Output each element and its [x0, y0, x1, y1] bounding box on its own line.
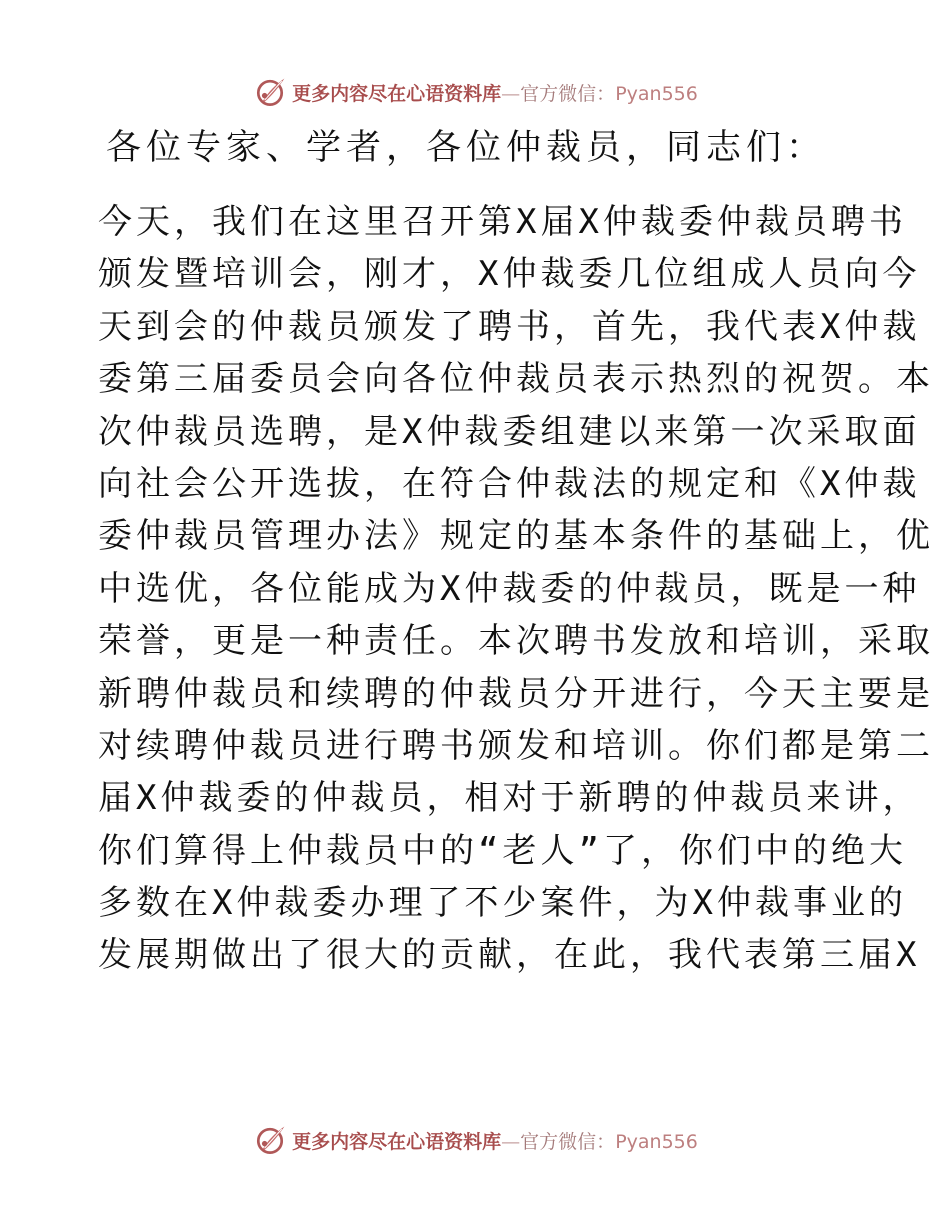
body-line: 发展期做出了很大的贡献，在此，我代表第三届X	[98, 935, 921, 976]
watermark-brand: 更多内容尽在心语资料库	[292, 1130, 502, 1153]
body-line: 次仲裁员选聘，是X仲裁委组建以来第一次采取面	[98, 411, 921, 452]
body-line: 颁发暨培训会，刚才，X仲裁委几位组成人员向今	[98, 254, 921, 295]
body-line: 荣誉，更是一种责任。本次聘书发放和培训，采取	[98, 621, 934, 662]
watermark-brand: 更多内容尽在心语资料库	[292, 82, 502, 105]
body-line: 对续聘仲裁员进行聘书颁发和培训。你们都是第二	[98, 725, 934, 766]
watermark-separator: —	[501, 82, 521, 105]
body-line: 你们算得上仲裁员中的“老人”了，你们中的绝大	[98, 830, 907, 871]
feather-pen-logo-icon	[252, 1122, 288, 1158]
body-line: 向社会公开选拔，在符合仲裁法的规定和《X仲裁	[98, 463, 921, 504]
watermark-banner-bottom	[0, 1120, 950, 1160]
feather-pen-logo-icon	[252, 74, 288, 110]
body-line: 新聘仲裁员和续聘的仲裁员分开进行，今天主要是	[98, 673, 934, 714]
body-line: 今天，我们在这里召开第X届X仲裁委仲裁员聘书	[98, 202, 907, 242]
watermark-banner-top	[0, 72, 950, 112]
body-line: 中选优，各位能成为X仲裁委的仲裁员，既是一种	[98, 568, 921, 609]
body-line: 届X仲裁委的仲裁员，相对于新聘的仲裁员来讲，	[98, 778, 921, 819]
watermark-text	[292, 79, 698, 106]
body-line: 委仲裁员管理办法》规定的基本条件的基础上，优	[98, 516, 934, 557]
body-line: 多数在X仲裁委办理了不少案件，为X仲裁事业的	[98, 883, 907, 924]
body-line: 天到会的仲裁员颁发了聘书，首先，我代表X仲裁	[98, 306, 921, 347]
watermark-wechat-id: Pyan556	[615, 82, 698, 105]
watermark-wechat-label: 官方微信：	[520, 1130, 616, 1153]
greeting-line: 各位专家、学者，各位仲裁员，同志们：	[106, 128, 827, 168]
watermark-wechat-id: Pyan556	[615, 1130, 698, 1153]
watermark-text	[292, 1127, 698, 1154]
watermark-separator: —	[501, 1130, 521, 1153]
watermark-wechat-label: 官方微信：	[520, 82, 616, 105]
speech-body	[98, 196, 934, 982]
body-line: 委第三届委员会向各位仲裁员表示热烈的祝贺。本	[98, 359, 934, 400]
